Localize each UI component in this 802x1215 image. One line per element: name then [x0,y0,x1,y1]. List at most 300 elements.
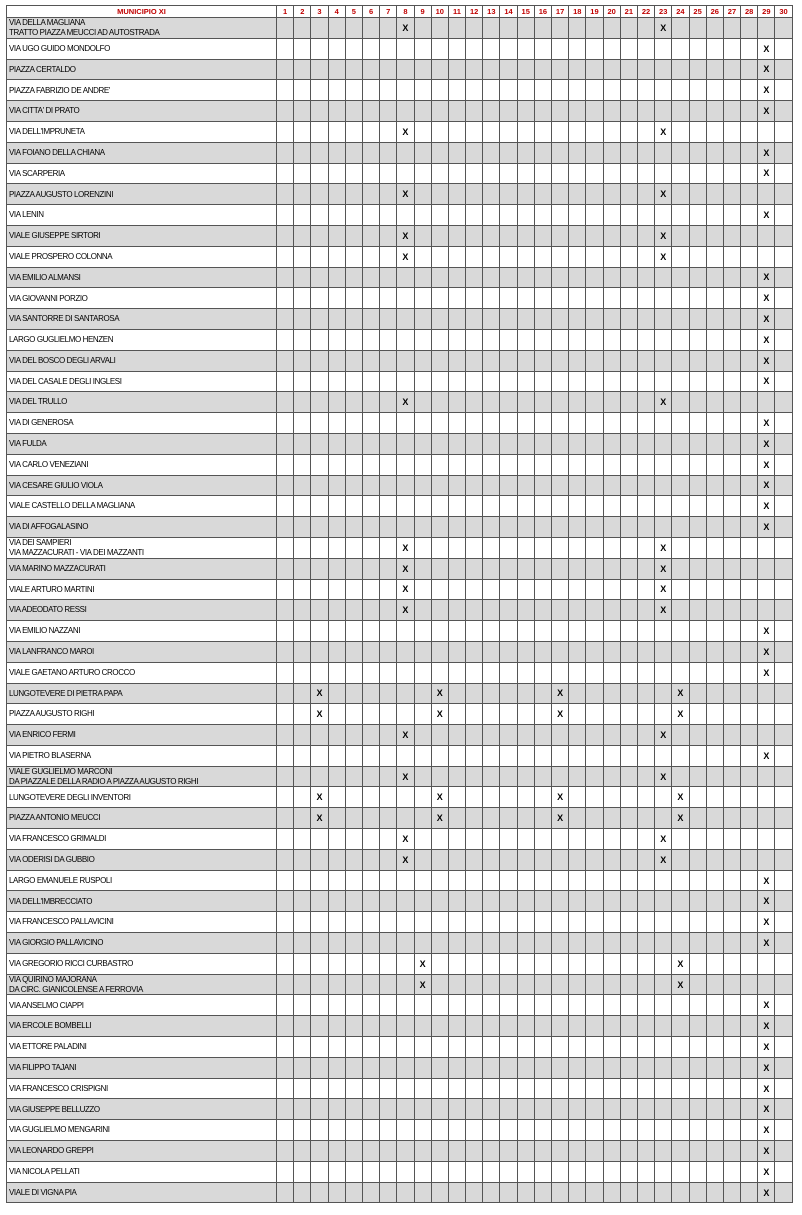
day-cell [603,1099,620,1120]
day-cell [637,953,654,974]
day-cell [586,912,603,933]
day-cell [328,205,345,226]
day-cell [741,288,758,309]
day-cell [655,371,672,392]
day-cell [603,184,620,205]
day-cell [380,329,397,350]
day-cell [277,829,294,850]
day-mark: X [311,787,328,808]
street-name [7,1016,277,1037]
day-cell [706,371,723,392]
street-name [7,683,277,704]
day-cell [328,600,345,621]
day-cell [741,329,758,350]
day-cell [723,537,740,558]
day-cell [345,101,362,122]
day-cell [431,496,448,517]
day-cell [637,808,654,829]
day-cell [706,849,723,870]
street-name-text: LUNGOTEVERE DEGLI INVENTORI [9,792,131,802]
day-cell [637,1078,654,1099]
day-cell [689,683,706,704]
day-cell [758,225,775,246]
day-cell [517,787,534,808]
day-cell [345,205,362,226]
day-cell [362,725,379,746]
day-cell [362,392,379,413]
day-cell [758,808,775,829]
day-cell [311,246,328,267]
day-cell [500,725,517,746]
day-cell [723,641,740,662]
day-cell [448,953,465,974]
day-cell [723,600,740,621]
day-mark: X [758,1037,775,1058]
day-cell [620,891,637,912]
day-cell [741,1161,758,1182]
day-cell [362,225,379,246]
day-cell [328,766,345,787]
day-cell [552,933,569,954]
day-cell [500,1078,517,1099]
day-mark: X [758,38,775,59]
day-cell [672,1057,689,1078]
day-cell [414,704,431,725]
day-cell [655,995,672,1016]
day-mark: X [758,101,775,122]
day-cell [294,1078,311,1099]
day-cell [758,537,775,558]
day-cell [380,246,397,267]
table-row [7,1141,793,1162]
day-cell [620,1057,637,1078]
day-mark: X [655,18,672,39]
day-cell [517,1182,534,1203]
day-cell [345,225,362,246]
day-cell [294,1057,311,1078]
day-mark: X [397,246,414,267]
day-header: 12 [466,6,483,18]
day-cell [483,537,500,558]
day-cell [277,600,294,621]
day-cell [723,808,740,829]
day-cell [277,641,294,662]
day-cell [620,454,637,475]
day-cell [534,1120,551,1141]
day-cell [741,974,758,995]
day-cell [741,205,758,226]
day-cell [603,246,620,267]
day-cell [294,371,311,392]
day-mark: X [397,537,414,558]
day-cell [328,433,345,454]
street-name [7,246,277,267]
day-cell [655,662,672,683]
day-cell [569,433,586,454]
day-cell [500,1161,517,1182]
day-cell [655,101,672,122]
table-row [7,80,793,101]
day-cell [517,766,534,787]
day-cell [603,59,620,80]
day-cell [311,59,328,80]
day-mark: X [552,808,569,829]
day-cell [397,101,414,122]
day-cell [586,350,603,371]
day-cell [637,704,654,725]
table-row [7,142,793,163]
day-cell [534,1182,551,1203]
day-cell [637,225,654,246]
day-cell [723,1099,740,1120]
day-cell [311,38,328,59]
day-cell [431,766,448,787]
day-cell [294,496,311,517]
day-cell [706,163,723,184]
day-mark: X [431,683,448,704]
day-cell [741,704,758,725]
day-cell [466,600,483,621]
day-cell [328,121,345,142]
day-cell [500,745,517,766]
day-cell [431,933,448,954]
day-cell [552,433,569,454]
street-name-text: VIA SANTORRE DI SANTAROSA [9,314,120,324]
day-cell [294,475,311,496]
day-cell [569,392,586,413]
day-cell [380,1161,397,1182]
table-row [7,454,793,475]
day-cell [431,80,448,101]
day-cell [655,413,672,434]
day-cell [552,517,569,538]
day-cell [483,18,500,39]
day-cell [689,350,706,371]
day-mark: X [672,974,689,995]
table-row [7,745,793,766]
day-cell [483,1099,500,1120]
day-cell [775,849,792,870]
day-cell [397,80,414,101]
day-cell [345,766,362,787]
day-mark: X [758,371,775,392]
day-cell [672,849,689,870]
street-name-text: VIA GUGLIELMO MENGARINI [9,1125,110,1135]
day-cell [637,121,654,142]
day-cell [431,662,448,683]
day-cell [723,1120,740,1141]
day-cell [758,683,775,704]
day-mark: X [758,329,775,350]
day-cell [345,849,362,870]
day-cell [380,475,397,496]
day-cell [569,953,586,974]
day-cell [689,163,706,184]
day-cell [517,121,534,142]
day-cell [706,891,723,912]
day-mark: X [758,59,775,80]
day-cell [431,829,448,850]
day-cell [414,870,431,891]
street-name-text: VIALE GAETANO ARTURO CROCCO [9,667,135,677]
day-cell [397,205,414,226]
day-cell [741,621,758,642]
day-cell [414,1078,431,1099]
day-cell [517,745,534,766]
day-cell [706,80,723,101]
street-name-text: VIA ENRICO FERMI [9,730,76,740]
day-cell [517,1120,534,1141]
day-cell [689,974,706,995]
day-cell [672,454,689,475]
day-cell [328,246,345,267]
day-cell [483,101,500,122]
day-cell [672,184,689,205]
day-cell [706,517,723,538]
day-cell [483,933,500,954]
day-cell [431,184,448,205]
day-cell [569,1141,586,1162]
day-cell [723,745,740,766]
day-cell [431,329,448,350]
street-name-text: VIA EMILIO NAZZANI [9,626,81,636]
day-cell [706,953,723,974]
day-cell [586,496,603,517]
day-cell [294,80,311,101]
day-cell [637,829,654,850]
day-cell [294,517,311,538]
day-cell [655,267,672,288]
day-cell [775,537,792,558]
day-cell [294,953,311,974]
day-cell [672,496,689,517]
table-row [7,121,793,142]
day-cell [294,288,311,309]
day-cell [534,725,551,746]
day-cell [586,1182,603,1203]
day-cell [466,953,483,974]
day-cell [603,350,620,371]
day-cell [637,974,654,995]
day-cell [311,371,328,392]
day-mark: X [758,1078,775,1099]
day-cell [328,59,345,80]
day-cell [723,579,740,600]
day-cell [414,350,431,371]
day-cell [689,621,706,642]
day-cell [637,1161,654,1182]
day-cell [775,683,792,704]
day-cell [672,309,689,330]
day-cell [328,225,345,246]
day-cell [603,163,620,184]
day-cell [534,80,551,101]
day-cell [569,725,586,746]
day-cell [741,121,758,142]
day-cell [569,1182,586,1203]
day-cell [311,1182,328,1203]
day-cell [448,246,465,267]
day-cell [689,433,706,454]
day-cell [689,496,706,517]
day-cell [741,517,758,538]
day-cell [345,953,362,974]
day-cell [380,849,397,870]
day-cell [672,80,689,101]
day-cell [517,413,534,434]
day-cell [775,808,792,829]
street-name-text: VIA DEL BOSCO DEGLI ARVALI [9,355,116,365]
day-cell [311,80,328,101]
day-cell [311,600,328,621]
day-cell [448,1161,465,1182]
table-row [7,849,793,870]
street-section-text: VIA MAZZACURATI - VIA DEI MAZZANTI [9,547,144,557]
day-cell [397,517,414,538]
day-cell [414,163,431,184]
day-cell [569,59,586,80]
day-cell [775,870,792,891]
day-cell [689,1120,706,1141]
day-cell [277,121,294,142]
day-cell [294,59,311,80]
day-cell [311,621,328,642]
day-cell [448,517,465,538]
street-name-text: VIA GIOVANNI PORZIO [9,293,88,303]
day-cell [431,953,448,974]
day-cell [689,288,706,309]
day-cell [414,121,431,142]
day-cell [414,80,431,101]
day-cell [345,683,362,704]
day-cell [569,475,586,496]
day-cell [672,288,689,309]
day-cell [741,808,758,829]
day-cell [448,600,465,621]
day-cell [672,121,689,142]
day-cell [431,475,448,496]
day-mark: X [758,641,775,662]
day-cell [534,517,551,538]
day-cell [689,537,706,558]
day-cell [414,392,431,413]
day-mark: X [655,829,672,850]
day-mark: X [655,600,672,621]
day-cell [689,1141,706,1162]
day-header: 3 [311,6,328,18]
day-cell [775,121,792,142]
day-cell [380,101,397,122]
day-cell [414,1141,431,1162]
day-cell [414,1182,431,1203]
day-cell [311,933,328,954]
day-cell [397,912,414,933]
day-cell [380,1016,397,1037]
day-cell [723,163,740,184]
day-cell [637,933,654,954]
street-name-text: VIA FULDA [9,439,47,449]
street-name-text: PIAZZA AUGUSTO RIGHI [9,709,95,719]
day-cell [448,454,465,475]
day-cell [277,1057,294,1078]
day-cell [397,870,414,891]
street-name-text: VIA SCARPERIA [9,168,65,178]
day-cell [637,101,654,122]
day-cell [414,1099,431,1120]
day-cell [483,142,500,163]
street-name [7,1161,277,1182]
day-cell [552,1182,569,1203]
day-mark: X [655,225,672,246]
day-cell [534,849,551,870]
day-cell [431,600,448,621]
day-cell [311,309,328,330]
day-cell [620,18,637,39]
day-cell [723,433,740,454]
day-cell [603,912,620,933]
day-cell [294,184,311,205]
table-row [7,163,793,184]
day-cell [689,267,706,288]
street-name-text: VIA DI AFFOGALASINO [9,522,89,532]
day-cell [741,849,758,870]
day-cell [637,766,654,787]
day-cell [569,413,586,434]
day-cell [362,18,379,39]
day-cell [534,329,551,350]
day-cell [294,1099,311,1120]
day-cell [362,579,379,600]
street-name [7,745,277,766]
day-mark: X [758,267,775,288]
day-cell [483,475,500,496]
day-cell [620,59,637,80]
day-cell [414,766,431,787]
table-row [7,1182,793,1203]
street-name-text: VIA GIUSEPPE BELLUZZO [9,1104,100,1114]
day-cell [534,475,551,496]
day-cell [431,1057,448,1078]
day-cell [655,621,672,642]
day-cell [277,371,294,392]
day-cell [431,371,448,392]
day-cell [311,184,328,205]
day-cell [637,579,654,600]
day-cell [483,662,500,683]
day-cell [586,933,603,954]
street-name [7,1120,277,1141]
day-cell [655,59,672,80]
day-cell [723,558,740,579]
day-cell [534,974,551,995]
day-cell [311,662,328,683]
day-mark: X [431,787,448,808]
day-cell [380,454,397,475]
day-cell [775,267,792,288]
day-cell [620,537,637,558]
day-cell [534,870,551,891]
day-cell [483,558,500,579]
day-cell [775,579,792,600]
day-cell [500,392,517,413]
day-cell [775,392,792,413]
day-cell [328,953,345,974]
day-cell [328,267,345,288]
day-cell [569,267,586,288]
day-cell [741,829,758,850]
day-cell [552,662,569,683]
day-cell [775,371,792,392]
